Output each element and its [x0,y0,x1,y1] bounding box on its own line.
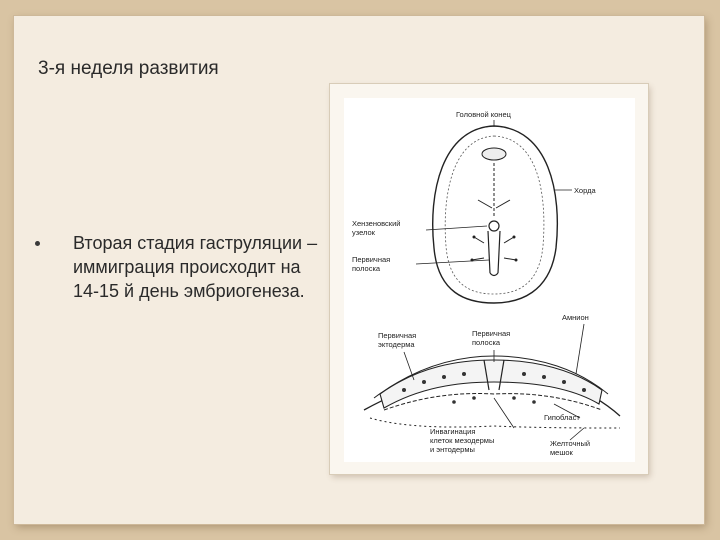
label-primitive-streak-1: Первичная [352,255,391,264]
primitive-streak-shape [488,231,500,273]
label-yolk-sac-1: Желточный [550,439,591,448]
label-primitive-streak-2: полоска [352,264,381,273]
label-hypoblast: Гипобласт [544,413,580,422]
yolk-sac-layer [370,418,620,428]
bullet-marker [35,241,40,246]
label-yolk-sac-2: мешок [550,448,573,457]
label-head-end: Головной конец [456,110,511,119]
label-invagination-3: и энтодермы [430,445,475,454]
embryo-figure [344,98,635,462]
label-primary-streak-b-2: полоска [472,338,501,347]
hensen-node-shape [489,221,499,231]
label-hensen-node-2: узелок [352,228,375,237]
label-amnion: Амнион [562,313,589,322]
hypoblast-layer [384,394,602,410]
label-chorda: Хорда [574,186,596,195]
label-invagination-2: клеток мезодермы [430,436,495,445]
bullet-text: Вторая стадия гаструляции – иммиграция происходит на 14-15 й день эмбриогенеза. [73,233,318,301]
label-primary-ectoderm-2: эктодерма [378,340,415,349]
cross-section [364,356,620,428]
slide-title: 3-я неделя развития [38,58,219,79]
embryo-diagram [344,98,635,462]
label-primary-ectoderm-1: Первичная [378,331,417,340]
prechordal-plate [482,148,506,160]
label-invagination-1: Инвагинация [430,427,476,436]
label-primary-streak-b-1: Первичная [472,329,511,338]
label-hensen-node-1: Хензеновский [352,219,401,228]
